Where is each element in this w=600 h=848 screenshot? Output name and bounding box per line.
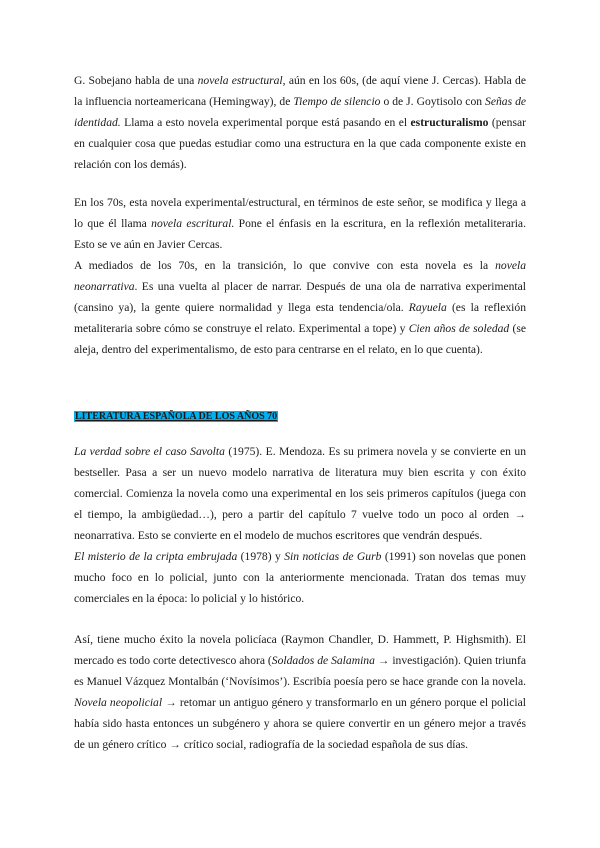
- italic-run: Señas de identidad.: [74, 95, 527, 129]
- paragraph-70s: [74, 192, 526, 360]
- italic-run: novela escritural.: [151, 217, 235, 230]
- paragraph-policiaca: [74, 629, 526, 755]
- text-run: En los 70s, esta novela experimental/estructural, en términos de este señor, se modifica y llega a lo que él llama: [74, 196, 526, 230]
- text-run: (1975). E. Mendoza. Es su primera novela y se convierte en un bestseller. Pasa a ser un nuevo modelo narrativa de literatura muy bien escrita y con éxito comercial. Comienza la novela como una experimental en los seis primeros capítulos (juega con el tiempo, la ambigüedad…), pero a partir del capítulo 7 vuelve todo un poco al orden → neonarrativa. Esto se convierte en el modelo de muchos escritores que vendrán después.: [74, 445, 526, 542]
- text-run: (1978) y: [237, 550, 285, 563]
- text-run: Llama a esto novela experimental porque está pasando en el: [120, 116, 411, 129]
- text-run: G. Sobejano habla de una: [74, 74, 198, 87]
- text-run: → investigación). Quien triunfa es Manuel Vázquez Montalbán (‘Novísimos’). Escribía poesía pero se hace grande con la novela.: [74, 654, 526, 688]
- text-run: (es la reflexión metaliteraria sobre cómo se construye el relato. Experimental a tope) y: [74, 301, 526, 335]
- italic-run: Sin noticias de Gurb: [284, 550, 382, 563]
- italic-run: Soldados de Salamina: [271, 654, 375, 667]
- paragraph-mendoza: [74, 441, 526, 609]
- italic-run: La verdad sobre el caso Savolta: [74, 445, 225, 458]
- text-run: . Es una vuelta al placer de narrar. Después de una ola de narrativa experimental (cansino ya), la gente quiere normalidad y llega esta tendencia/ola.: [74, 280, 526, 314]
- italic-run: novela estructural: [197, 74, 283, 87]
- text-run: → retomar un antiguo género y transformarlo en un género porque el policial había sido hasta entonces un subgénero y ahora se quiere convertir en un género mejor a través de un género crítico → crítico social, radiografía de la sociedad española de sus días.: [74, 696, 526, 751]
- italic-run: Tiempo de silencio: [293, 95, 381, 108]
- text-run: o de J. Goytisolo con: [380, 95, 486, 108]
- italic-run: Novela neopolicial: [74, 696, 163, 709]
- text-run: , aún en los 60s, (de aquí viene J. Cercas). Habla de la influencia norteamericana (Hemingway), de: [74, 74, 526, 108]
- bold-run: estructuralismo: [410, 116, 489, 129]
- highlighted-heading: LITERATURA ESPAÑOLA DE LOS AÑOS 70: [75, 411, 278, 422]
- text-run: Pone el énfasis en la escritura, en la reflexión metaliteraria. Esto se ve aún en Javier Cercas.: [74, 217, 526, 251]
- italic-run: Cien años de soledad: [408, 322, 510, 335]
- italic-run: novela neonarrativa: [74, 259, 526, 293]
- text-run: (1991) son novelas que ponen mucho foco en lo policial, junto con la anteriormente mencionada. Tratan dos temas muy comerciales en la época: lo policial y lo histórico.: [74, 550, 526, 605]
- text-run: A mediados de los 70s, en la transición, lo que convive con esta novela es la: [74, 259, 496, 272]
- text-run: (pensar en cualquier cosa que puedas estudiar como una estructura en la que cada componente existe en relación con los demás).: [74, 116, 526, 171]
- text-run: (se aleja, dentro del experimentalismo, de esto para centrarse en el relato, en lo que cuenta).: [74, 322, 526, 356]
- italic-run: El misterio de la cripta embrujada: [74, 550, 238, 563]
- section-heading: [74, 405, 526, 427]
- paragraph-sobejano: [74, 70, 526, 175]
- text-run: Así, tiene mucho éxito la novela policíaca (Raymon Chandler, D. Hammett, P. Highsmith). El mercado es todo corte detectivesco ahora (: [74, 633, 526, 667]
- italic-run: Rayuela: [408, 301, 447, 314]
